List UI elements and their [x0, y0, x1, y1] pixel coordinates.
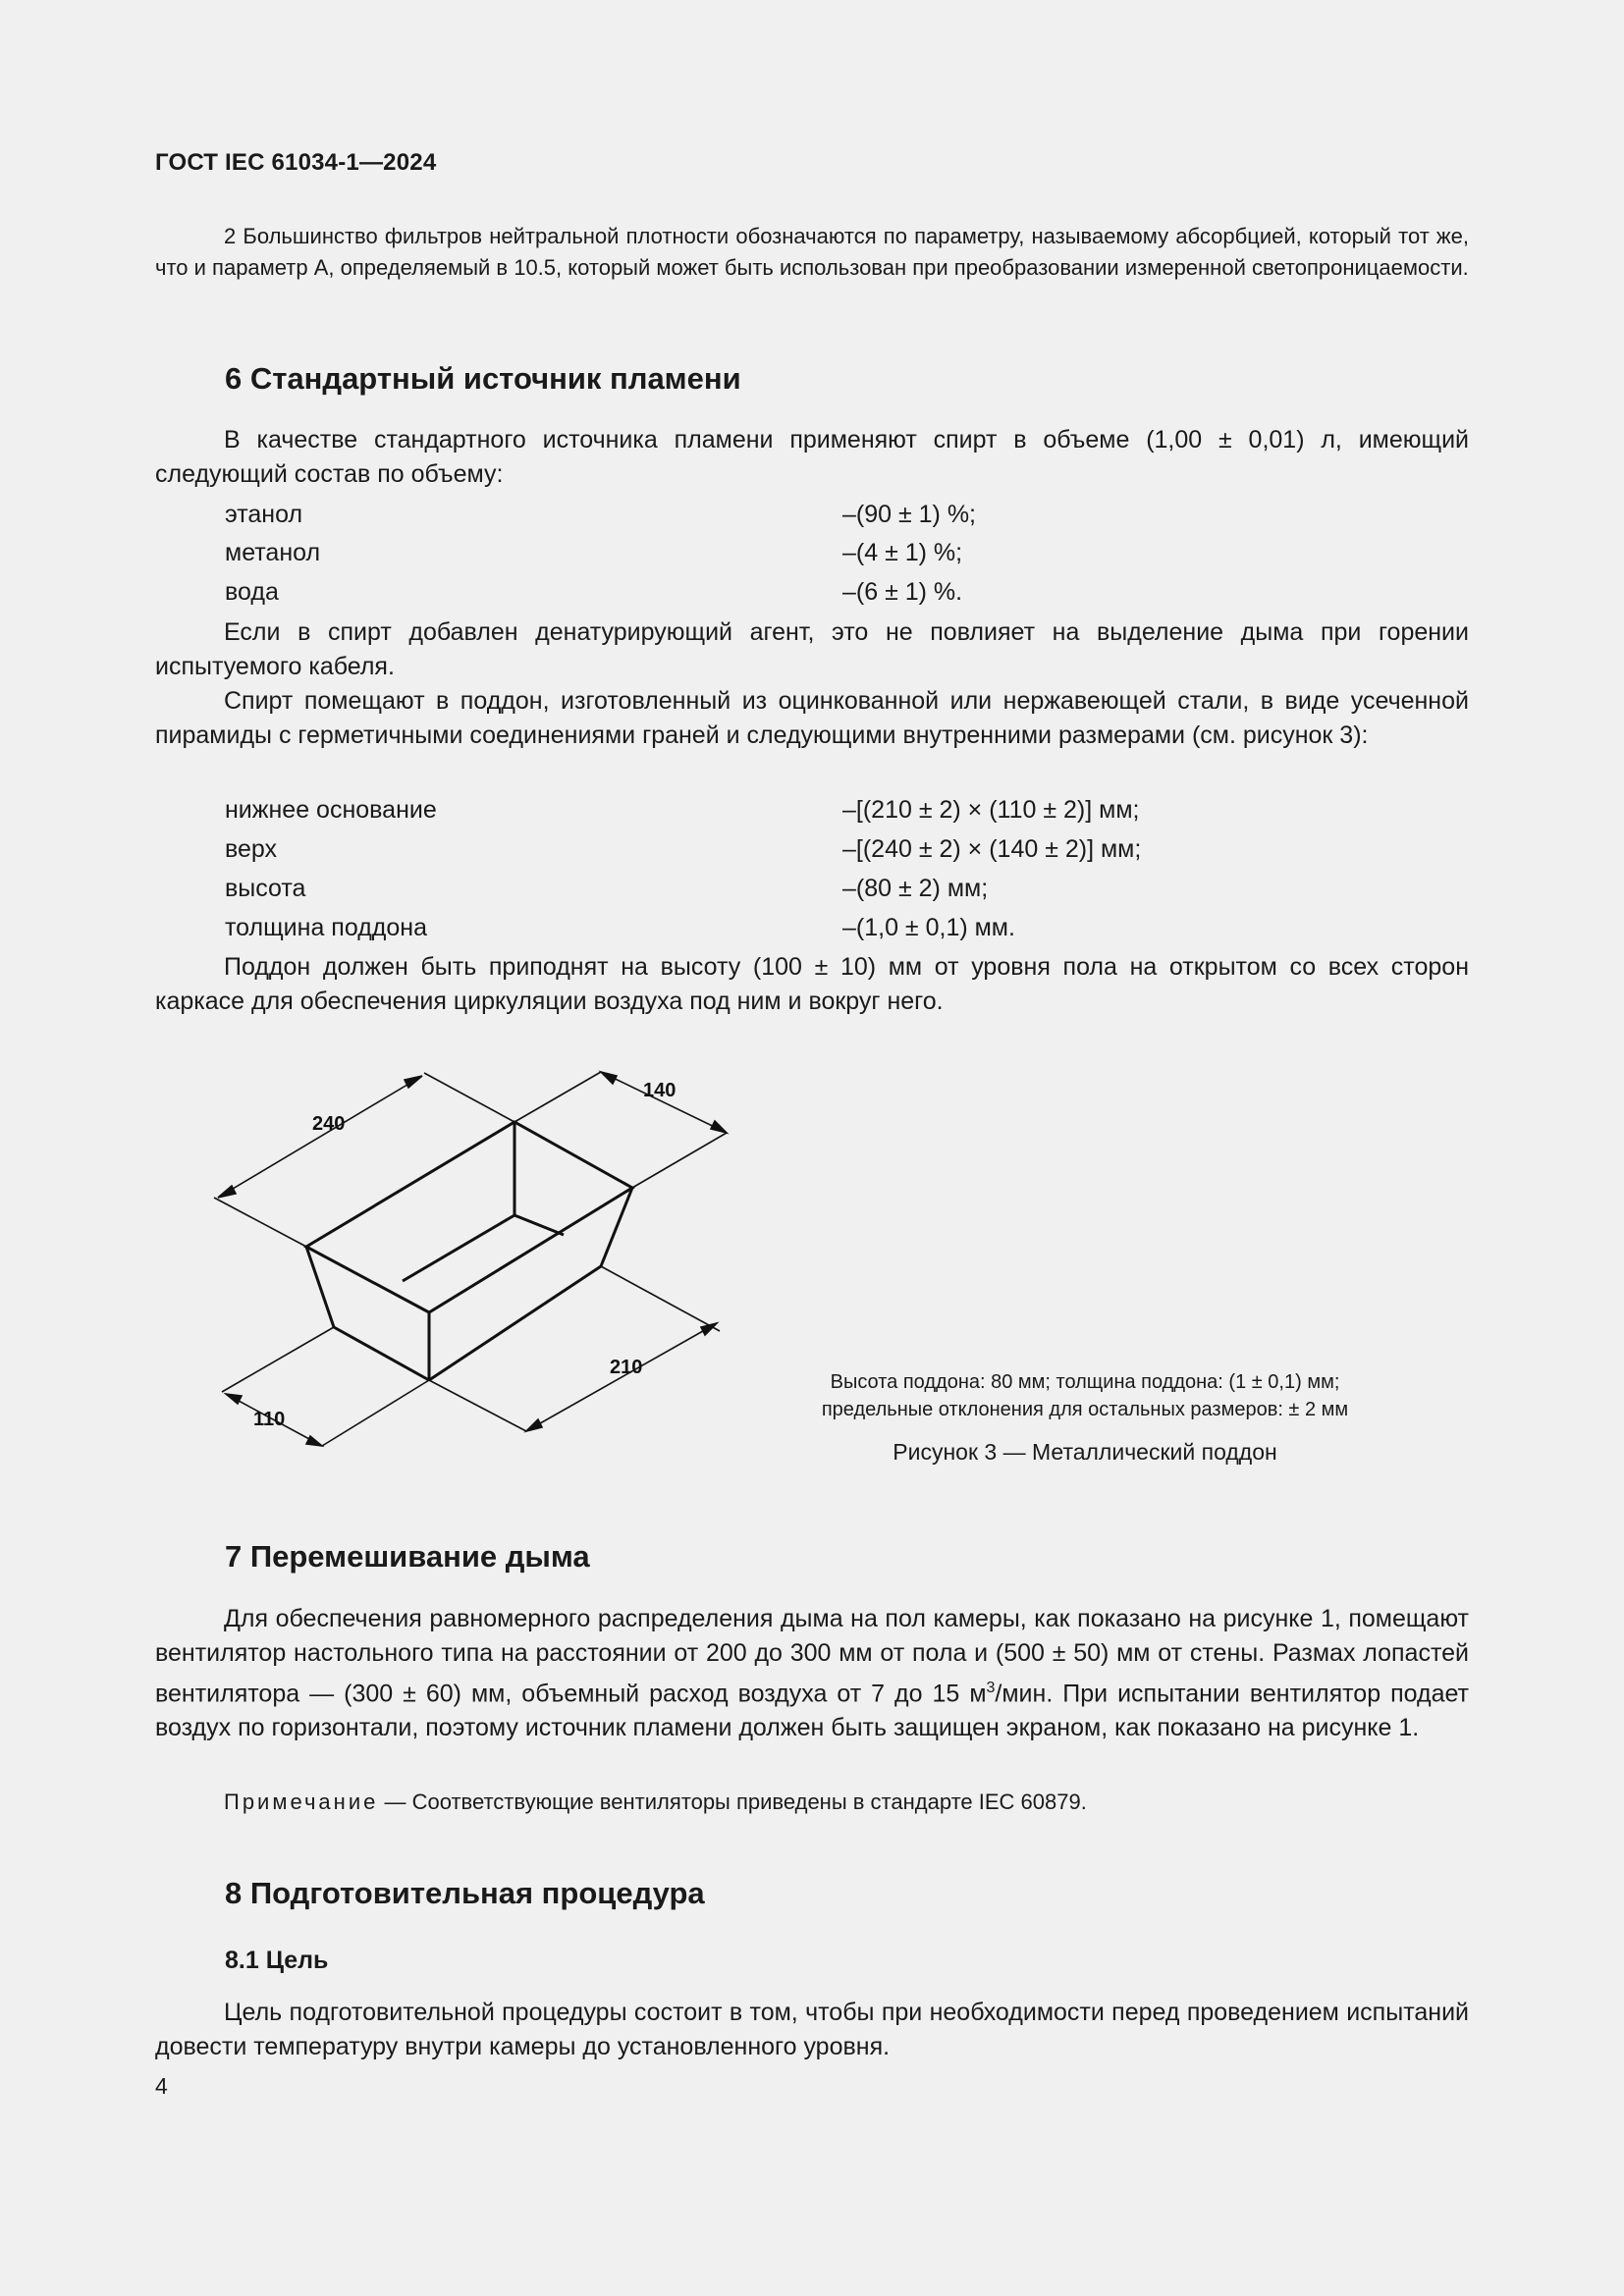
figure-note-line-2: предельные отклонения для остальных размеров: ± 2 мм [821, 1399, 1349, 1420]
dim-label-110: 110 [253, 1409, 286, 1430]
section-6-title: 6 Стандартный источник пламени [225, 361, 741, 396]
section-7-paragraph-1 [155, 1602, 1469, 1745]
section-7-text-a: Для обеспечения равномерного распределения дыма на пол камеры, как показано на рисунке 1, помещают вентилятор настольного типа на расстоянии от 200 до 300 мм от пола и (500 ± 50) мм от стены. Размах лопастей вентилятора — (300 ± 60) мм, объемный расход воздуха от 7 до 15 м [155, 1605, 1469, 1708]
tray-diagram [196, 1050, 746, 1463]
composition-value: –(90 ± 1) %; [842, 501, 976, 528]
dimension-name: толщина поддона [225, 914, 427, 941]
section-6-paragraph-2: Если в спирт добавлен денатурирующий агент, это не повлияет на выделение дыма при горении испытуемого кабеля. [155, 618, 1469, 680]
composition-name: вода [225, 578, 279, 606]
dimension-value: –[(210 ± 2) × (110 ± 2)] мм; [842, 796, 1140, 824]
dimension-value: –(1,0 ± 0,1) мм. [842, 914, 1015, 941]
tray-outline [306, 1122, 632, 1380]
section-8-title: 8 Подготовительная процедура [225, 1876, 705, 1910]
dimension-name: верх [225, 835, 278, 863]
section-7-title: 7 Перемешивание дыма [225, 1539, 590, 1574]
composition-value: –(4 ± 1) %; [842, 539, 963, 566]
dim-label-140: 140 [643, 1080, 677, 1101]
dim-label-210: 210 [610, 1357, 643, 1378]
composition-name: этанол [225, 501, 303, 528]
dimension-value: –(80 ± 2) мм; [842, 875, 989, 902]
figure-caption: Рисунок 3 — Металлический поддон [893, 1439, 1277, 1465]
dim-label-240: 240 [312, 1113, 346, 1135]
figure-note-line-1: Высота поддона: 80 мм; толщина поддона: (1 ± 0,1) мм; [830, 1371, 1340, 1393]
note-text: — Соответствующие вентиляторы приведены в стандарте IEC 60879. [378, 1789, 1087, 1814]
note-label: Примечание [224, 1789, 379, 1814]
dimension-lines [214, 1072, 727, 1446]
section-6-paragraph-1: В качестве стандартного источника пламени применяют спирт в объеме (1,00 ± 0,01) л, имеющий следующий состав по объему: [155, 426, 1469, 488]
document-header: ГОСТ IEC 61034-1—2024 [155, 149, 437, 176]
composition-name: метанол [225, 539, 321, 566]
section-7-note [155, 1787, 1469, 1818]
section-8-1-title: 8.1 Цель [225, 1947, 329, 1974]
superscript: 3 [986, 1680, 996, 1696]
note-2: 2 Большинство фильтров нейтральной плотности обозначаются по параметру, называемому абсорбцией, который тот же, что и параметр А, определяемый в 10.5, который может быть использован при преобразовании измеренной светопроницаемости. [155, 224, 1469, 280]
section-6-paragraph-4: Поддон должен быть приподнят на высоту (100 ± 10) мм от уровня пола на открытом со всех сторон каркасе для обеспечения циркуляции воздуха под ним и вокруг него. [155, 953, 1469, 1015]
page-number: 4 [155, 2073, 168, 2099]
dimension-name: нижнее основание [225, 796, 437, 824]
dimension-name: высота [225, 875, 306, 902]
section-6-paragraph-3: Спирт помещают в поддон, изготовленный из оцинкованной или нержавеющей стали, в виде усеченной пирамиды с герметичными соединениями граней и следующими внутренними размерами (см. рисунок 3): [155, 687, 1469, 749]
composition-value: –(6 ± 1) %. [842, 578, 963, 606]
section-7-text-b: /мин. При испытании вентилятор подает воздух по горизонтали, поэтому источник пламени должен быть защищен экраном, как показано на рисунке 1. [155, 1680, 1469, 1742]
section-8-paragraph-1: Цель подготовительной процедуры состоит в том, чтобы при необходимости перед проведением испытаний довести температуру внутри камеры до установленного уровня. [155, 1999, 1469, 2060]
dimension-value: –[(240 ± 2) × (140 ± 2)] мм; [842, 835, 1142, 863]
